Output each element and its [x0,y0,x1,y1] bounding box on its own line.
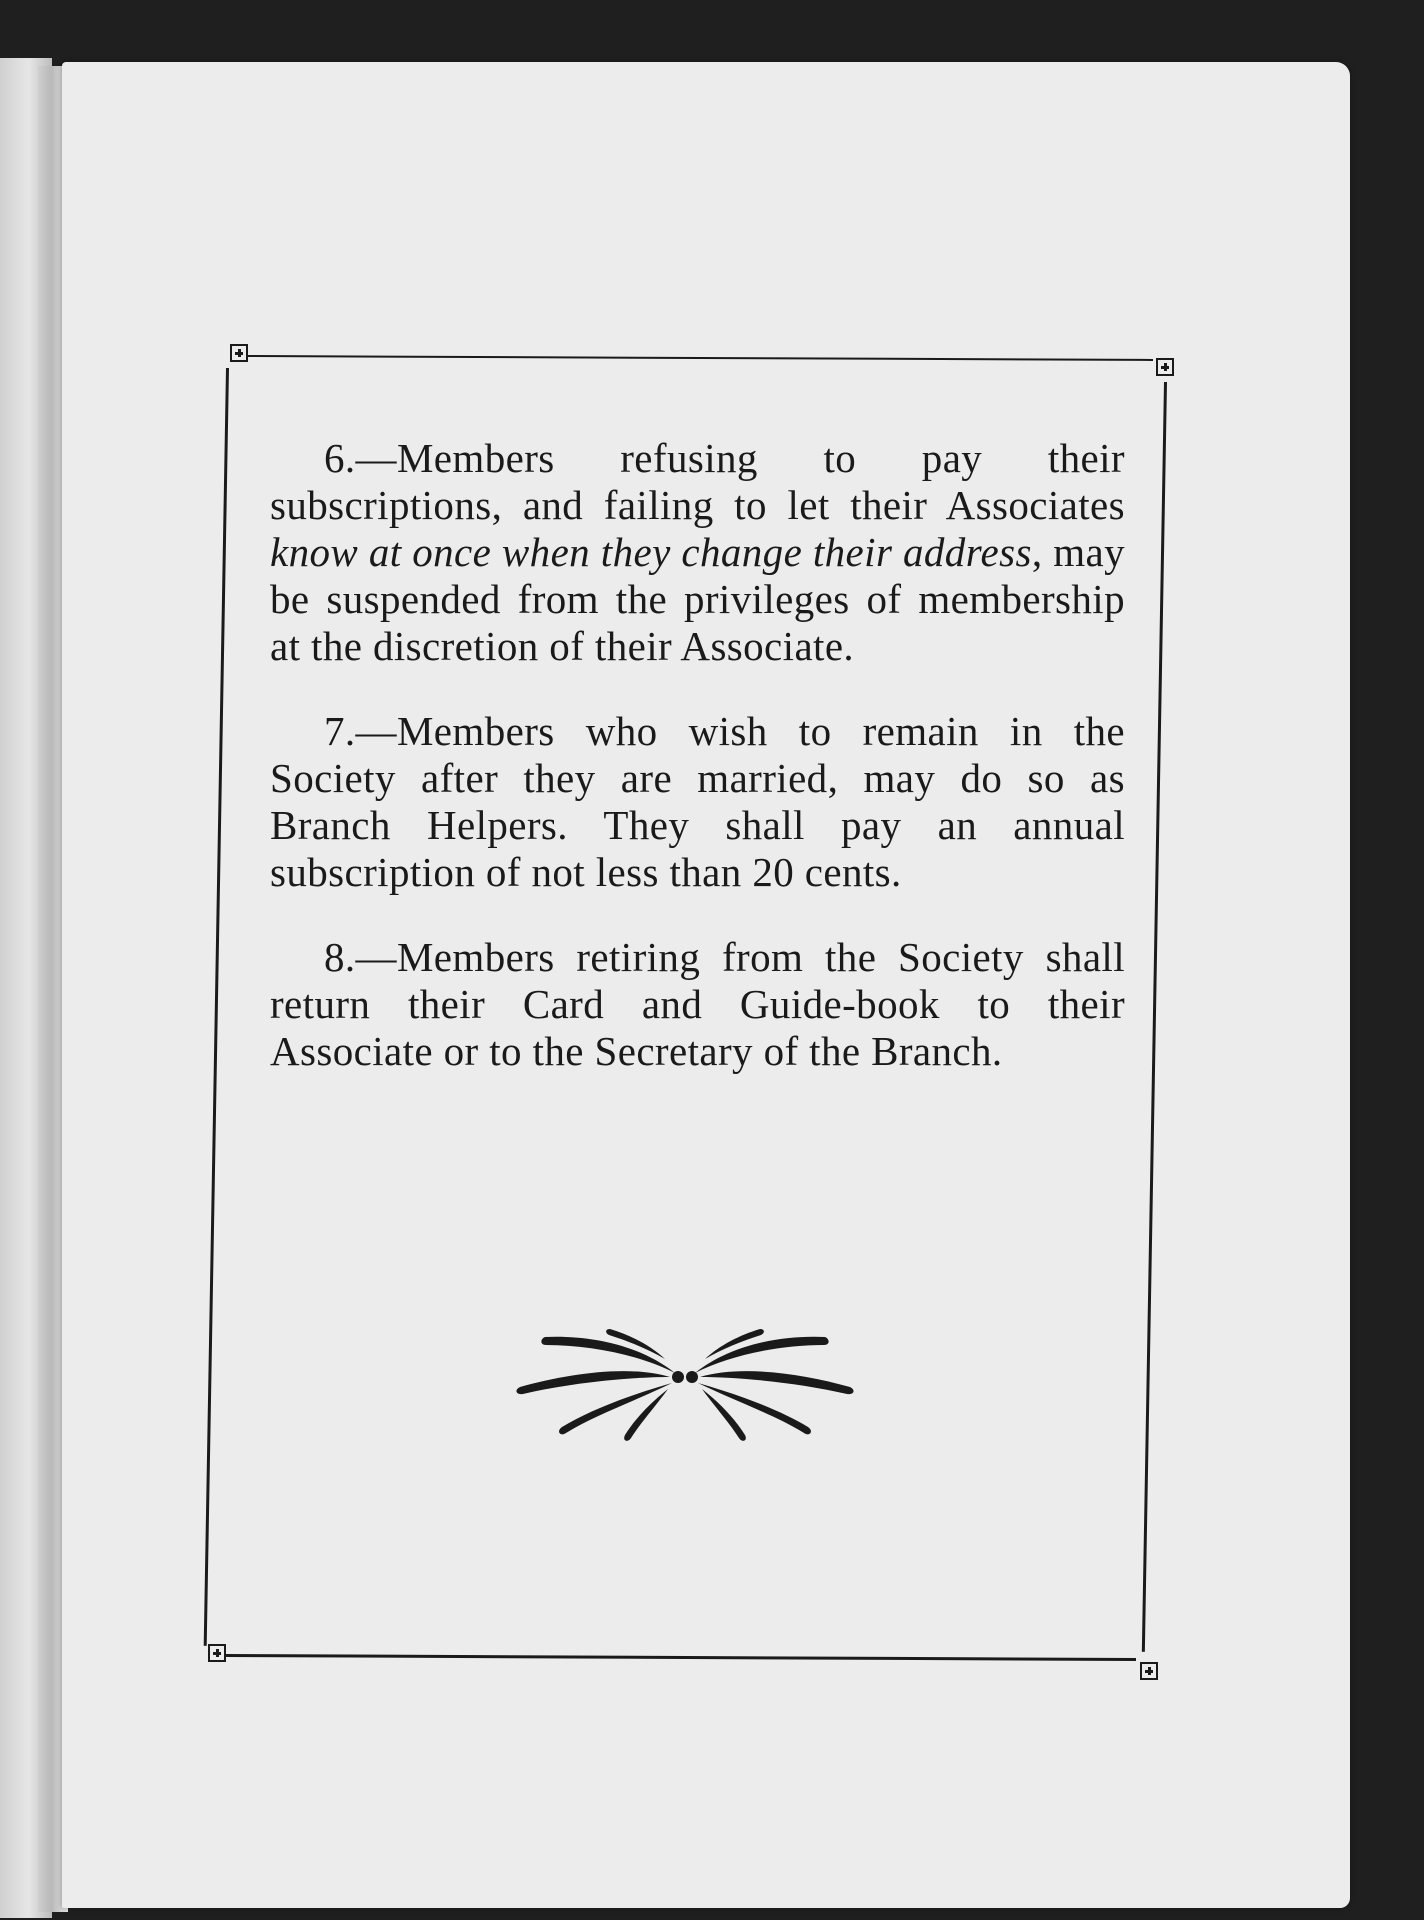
frame-corner-bottom-right [1140,1662,1158,1680]
frame-corner-bottom-left [208,1644,226,1662]
frame-corner-top-right [1156,358,1174,376]
rule-8-paragraph [270,934,1125,1075]
fleuron-ornament-icon [510,1315,860,1450]
rule-6-emphasis: know at once when they change their address [270,529,1032,575]
rule-8-text: 8.—Members retiring from the Society shall return their Card and Guide-book to their Associate or to the Secretary of the Branch. [270,934,1125,1074]
rule-6-text: 6.—Members refusing to pay their subscriptions, and failing to let their Associates [270,435,1125,528]
rule-7-text: 7.—Members who wish to remain in the Society after they are married, may do so as Branch Helpers. They shall pay an annual subscription of not less than 20 cents. [270,708,1125,895]
rule-7-paragraph [270,708,1125,896]
rule-6-text-end: , may be suspended from the privileges of membership at the discretion of their Associate. [270,529,1125,669]
frame-corner-top-left [230,344,248,362]
rule-6-paragraph [270,435,1125,670]
rules-text [270,435,1125,1113]
